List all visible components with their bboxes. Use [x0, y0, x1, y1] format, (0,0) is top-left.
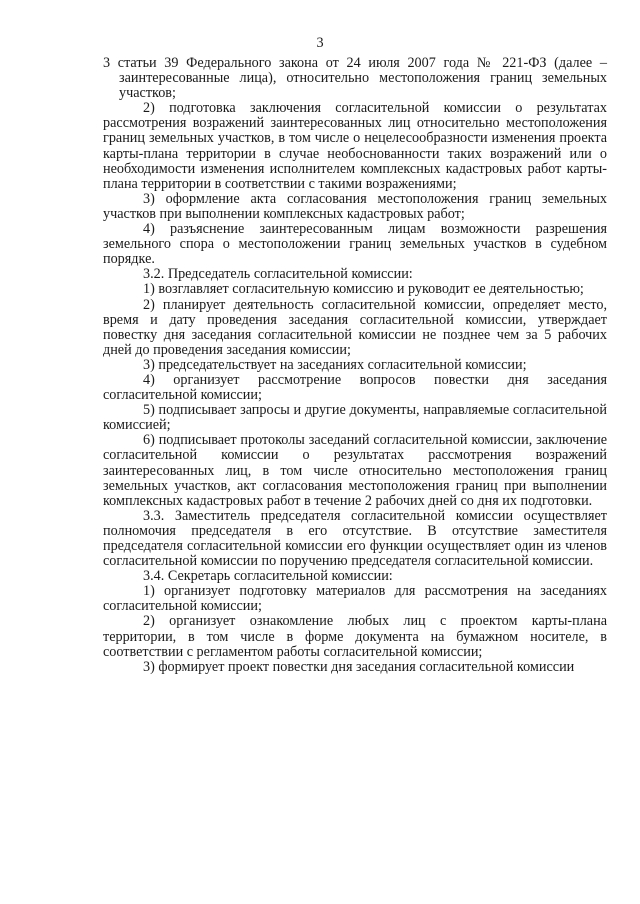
paragraph-14: 1) организует подготовку материалов для рассмотрения на заседаниях согласительной комиссии; [103, 583, 607, 615]
paragraph-16: 3) формирует проект повестки дня заседания согласительной комиссии [143, 658, 575, 675]
section-heading-3-4: 3.4. Секретарь согласительной комиссии: [143, 568, 393, 585]
paragraph-2: 2) подготовка заключения согласительной комиссии о результатах рассмотрения возражений заинтересованных лиц относительно местоположения границ земельных участков, в том числе о нецелесообразности изменения проекта карты-плана территории в случае необоснованности таких возражений или о необходимости изменения исполнителем комплексных кадастровых работ карты-плана территории в соответствии с такими возражениями; [103, 100, 607, 192]
page-number: 3 [316, 35, 324, 51]
document-body [103, 56, 607, 675]
paragraph-4: 4) разъяснение заинтересованным лицам возможности разрешения земельного спора о местоположении границ земельных участков в судебном порядке. [103, 221, 607, 268]
section-3-3: 3.3. Заместитель председателя согласительной комиссии осуществляет полномочия председателя в его отсутствие. В отсутствие заместителя председателя согласительной комиссии его функции осуществляет один из членов согласительной комиссии по поручению председателя согласительной комиссии. [103, 507, 607, 570]
paragraph-1: 3 статьи 39 Федерального закона от 24 июля 2007 года № 221-ФЗ (далее – заинтересованные лица), относительно местоположения границ земельных участков; [103, 55, 607, 102]
paragraph-11: 6) подписывает протоколы заседаний согласительной комиссии, заключение согласительной комиссии о результатах рассмотрения возражений заинтересованных лиц, в том числе относительно местоположения границ земельных участков, акт согласования местоположения границ при выполнении комплексных кадастровых работ в течение 2 рабочих дней со дня их подготовки. [103, 432, 607, 509]
paragraph-10: 5) подписывает запросы и другие документы, направляемые согласительной комиссией; [103, 402, 607, 434]
paragraph-9: 4) организует рассмотрение вопросов повестки дня заседания согласительной комиссии; [103, 371, 607, 404]
section-heading-3-2: 3.2. Председатель согласительной комиссии: [143, 266, 413, 283]
paragraph-15: 2) организует ознакомление любых лиц с проектом карты-плана территории, в том числе в форме документа на бумажном носителе, в соответствии с регламентом работы согласительной комиссии; [103, 613, 607, 660]
paragraph-8: 3) председательствует на заседаниях согласительной комиссии; [143, 356, 527, 373]
paragraph-6: 1) возглавляет согласительную комиссию и руководит ее деятельностью; [143, 281, 584, 298]
paragraph-7: 2) планирует деятельность согласительной комиссии, определяет место, время и дату проведения заседания согласительной комиссии, утверждает повестку дня заседания согласительной комиссии не позднее чем за 5 рабочих дней до проведения заседания комиссии; [103, 296, 607, 358]
paragraph-3: 3) оформление акта согласования местоположения границ земельных участков при выполнении комплексных кадастровых работ; [103, 190, 607, 222]
